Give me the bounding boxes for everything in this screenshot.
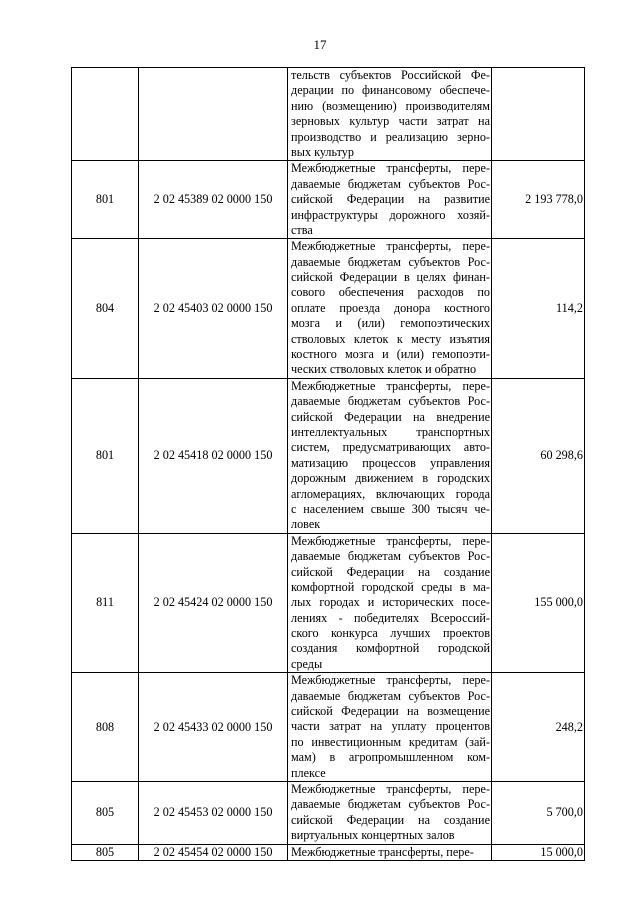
admin-code-cell: 804 (72, 239, 139, 379)
revenue-name-line: мозга и (или) гемопоэтических (291, 316, 490, 331)
revenue-name-line: сийской Федерации на создание (291, 564, 490, 579)
revenue-name-line: сийской Федерации в целях финан- (291, 270, 490, 285)
revenue-name-line: даваемые бюджетам субъектов Рос- (291, 688, 490, 703)
amount-cell: 60 298,6 (492, 378, 585, 533)
revenue-name-line: ческих стволовых клеток и обратно (291, 362, 477, 377)
table-row (72, 844, 585, 860)
revenue-name-line: сового обеспечения расходов по (291, 285, 490, 300)
revenue-name-line: систем, предусматривающих авто- (291, 440, 490, 455)
revenue-name-line: плексе (291, 765, 326, 780)
revenue-name-line: Межбюджетные трансферты, пере- (291, 781, 490, 796)
revenue-name-line: ства (291, 222, 313, 237)
revenue-name-line: ловек (291, 517, 321, 532)
revenue-name-line: мам) в агропромышленном ком- (291, 750, 490, 765)
budget-classification-code-cell: 2 02 45389 02 0000 150 (139, 161, 288, 239)
revenue-name-line: даваемые бюджетам субъектов Рос- (291, 254, 490, 269)
budget-classification-code-cell: 2 02 45403 02 0000 150 (139, 239, 288, 379)
budget-classification-code-cell: 2 02 45424 02 0000 150 (139, 533, 288, 673)
revenue-name-line: дерации по финансовому обеспече- (291, 83, 490, 98)
revenue-name-cell (288, 673, 492, 782)
revenue-name-cell (288, 68, 492, 161)
admin-code-cell: 801 (72, 378, 139, 533)
revenue-name-line: Межбюджетные трансферты, пере- (291, 844, 474, 859)
revenue-name-line: части затрат на уплату процентов (291, 719, 490, 734)
revenue-name-line: виртуальных концертных залов (291, 828, 455, 843)
revenue-name-line: зерновых культур части затрат на (291, 114, 490, 129)
budget-classification-code-cell: 2 02 45454 02 0000 150 (139, 844, 288, 860)
revenue-name-line: сийской Федерации на возмещение (291, 704, 490, 719)
admin-code-cell: 811 (72, 533, 139, 673)
budget-table (71, 67, 585, 861)
revenue-name-line: сийской Федерации на внедрение (291, 409, 490, 424)
revenue-name-cell (288, 533, 492, 673)
table-row (72, 161, 585, 239)
table-row (72, 533, 585, 673)
revenue-name-line: тельств субъектов Российской Фе- (291, 68, 490, 82)
revenue-name-line: Межбюджетные трансферты, пере- (291, 239, 490, 254)
amount-cell (492, 68, 585, 161)
revenue-name-line: среды (291, 656, 323, 671)
budget-table-body (72, 68, 585, 861)
budget-classification-code-cell: 2 02 45433 02 0000 150 (139, 673, 288, 782)
revenue-name-line: даваемые бюджетам субъектов Рос- (291, 797, 490, 812)
revenue-name-line: даваемые бюджетам субъектов Рос- (291, 176, 490, 191)
table-row (72, 239, 585, 379)
revenue-name-line: с населением свыше 300 тысяч че- (291, 501, 490, 516)
revenue-name-cell (288, 161, 492, 239)
amount-cell: 248,2 (492, 673, 585, 782)
revenue-name-line: сийской Федерации на создание (291, 812, 490, 827)
budget-classification-code-cell: 2 02 45453 02 0000 150 (139, 781, 288, 844)
budget-classification-code-cell (139, 68, 288, 161)
revenue-name-line: оплате проезда донора костного (291, 300, 490, 315)
table-row (72, 781, 585, 844)
amount-cell: 15 000,0 (492, 844, 585, 860)
amount-cell: 5 700,0 (492, 781, 585, 844)
revenue-name-line: интеллектуальных транспортных (291, 424, 490, 439)
admin-code-cell (72, 68, 139, 161)
amount-cell: 155 000,0 (492, 533, 585, 673)
revenue-name-cell (288, 239, 492, 379)
revenue-name-line: Межбюджетные трансферты, пере- (291, 161, 490, 176)
revenue-name-line: лых городах и исторических посе- (291, 595, 490, 610)
revenue-name-line: инфраструктуры дорожного хозяй- (291, 207, 490, 222)
revenue-name-line: даваемые бюджетам субъектов Рос- (291, 394, 490, 409)
revenue-name-line: сийской Федерации на развитие (291, 192, 490, 207)
admin-code-cell: 805 (72, 844, 139, 860)
table-row (72, 673, 585, 782)
budget-classification-code-cell: 2 02 45418 02 0000 150 (139, 378, 288, 533)
revenue-name-line: ского конкурса лучших проектов (291, 626, 490, 641)
revenue-name-line: производство и реализацию зерно- (291, 129, 490, 144)
revenue-name-line: костного мозга и (или) гемопоэти- (291, 347, 490, 362)
revenue-name-line: Межбюджетные трансферты, пере- (291, 673, 490, 688)
revenue-name-line: по инвестиционным кредитам (зай- (291, 734, 490, 749)
page-number: 17 (313, 37, 327, 52)
revenue-name-cell (288, 844, 492, 860)
revenue-name-cell (288, 781, 492, 844)
revenue-name-line: матизацию процессов управления (291, 455, 490, 470)
revenue-name-line: даваемые бюджетам субъектов Рос- (291, 549, 490, 564)
admin-code-cell: 808 (72, 673, 139, 782)
revenue-name-line: создания комфортной городской (291, 641, 490, 656)
admin-code-cell: 801 (72, 161, 139, 239)
revenue-name-line: дорожным движением в городских (291, 471, 490, 486)
revenue-name-line: нию (возмещению) производителям (291, 98, 490, 113)
amount-cell: 114,2 (492, 239, 585, 379)
revenue-name-line: Межбюджетные трансферты, пере- (291, 533, 490, 548)
revenue-name-line: комфортной городской среды в ма- (291, 579, 490, 594)
revenue-name-line: лениях - победителях Всероссий- (291, 610, 490, 625)
revenue-name-line: вых культур (291, 144, 354, 159)
revenue-name-line: стволовых клеток к месту изъятия (291, 331, 490, 346)
revenue-name-cell (288, 378, 492, 533)
revenue-name-line: Межбюджетные трансферты, пере- (291, 378, 490, 393)
table-row (72, 378, 585, 533)
amount-cell: 2 193 778,0 (492, 161, 585, 239)
revenue-name-line: агломерациях, включающих города (291, 486, 490, 501)
admin-code-cell: 805 (72, 781, 139, 844)
table-row (72, 68, 585, 161)
